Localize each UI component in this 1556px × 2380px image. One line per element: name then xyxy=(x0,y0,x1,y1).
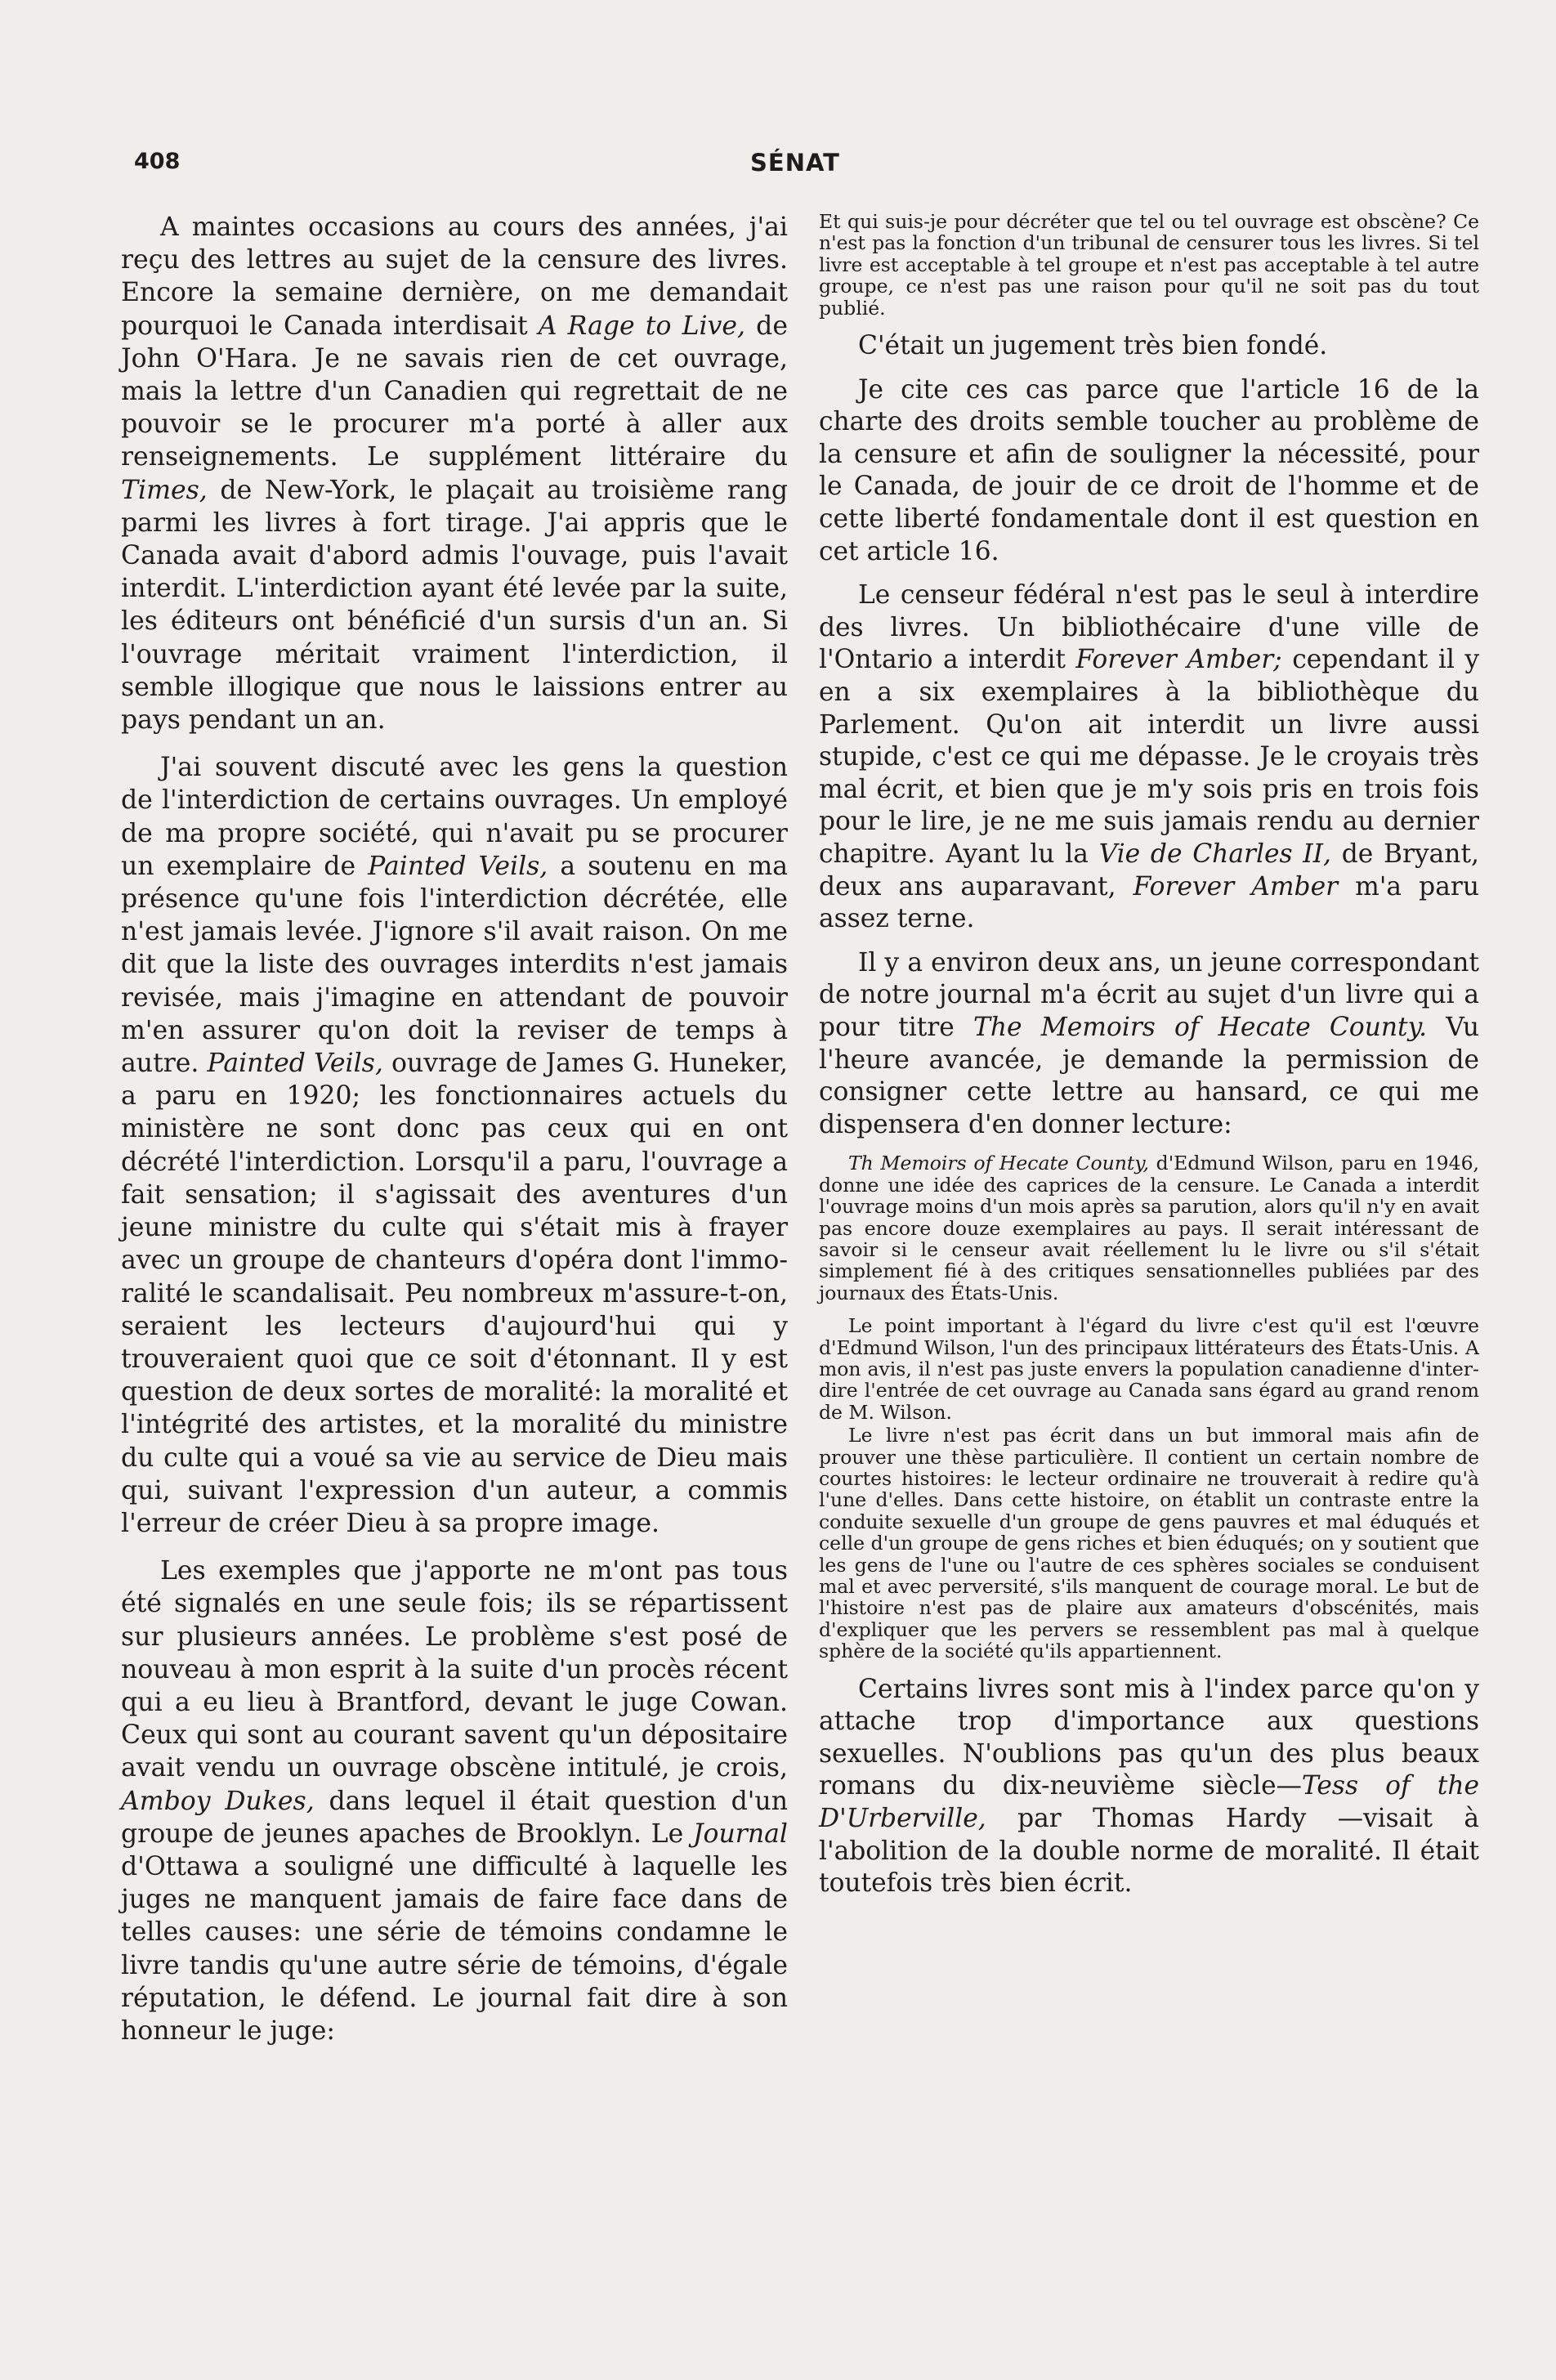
paragraph: Il y a environ deux ans, un jeune correspondant de notre journal m'a écrit au sujet d'un livre qui a pour titre The Memoirs of Hecate County. Vu l'heure avancée, je demande la permission de consigner cette lettre au hansard, ce qui me dispensera d'en donner lecture: xyxy=(819,947,1479,1139)
quoted-passage: Le point important à l'égard du livre c'est qu'il est l'œuvre d'Edmund Wilson, l'un des principaux littérateurs des États-Unis. A mon avis, il n'est pas juste envers la population canadienne d'interdire l'entrée de cet ouvrage au Canada sans égard au grand renom de M. Wilson. xyxy=(819,1314,1479,1424)
paragraph: J'ai souvent discuté avec les gens la question de l'interdiction de certains ouvrages. Un employé de ma propre société, qui n'avait pu se procurer un exemplaire de Painted Veils, a soutenu en ma présence qu'une fois l'interdiction décrétée, elle n'est jamais levée. J'ignore s'il avait raison. On me dit que la liste des ouvrages interdits n'est jamais revisée, mais j'imagine en attendant de pouvoir m'en assurer qu'on doit la reviser de temps à autre. Painted Veils, ouvrage de James G. Huneker, a paru en 1920; les fonctionnaires actuels du ministère ne sont donc pas ceux qui en ont décrété l'interdiction. Lorsqu'il a paru, l'ouvrage a fait sensation; il s'agissait des aventures d'un jeune ministre du culte qui s'était mis à frayer avec un groupe de chanteurs d'opéra dont l'immoralité le scandalisait. Peu nombreux m'assure-t-on, seraient les lecteurs d'aujourd'hui qui y trouveraient quoi que ce soit d'étonnant. Il y est question de deux sortes de moralité: la moralité et l'intégrité des artistes, et la moralité du ministre du culte qui a voué sa vie au service de Dieu mais qui, suivant l'expression d'un auteur, a commis l'erreur de créer Dieu à sa propre image. xyxy=(121,753,788,1538)
paragraph: Le censeur fédéral n'est pas le seul à interdire des livres. Un bibliothécaire d'une ville de l'Ontario a interdit Forever Amber; cependant il y en a six exemplaires à la bibliothèque du Parlement. Qu'on ait interdit un livre aussi stupide, c'est ce qui me dépasse. Je le croyais très mal écrit, et bien que je m'y sois pris en trois fois pour le lire, je ne me suis jamais rendu au dernier chapitre. Ayant lu la Vie de Charles II, de Bryant, deux ans auparavant, Forever Amber m'a paru assez terne. xyxy=(819,580,1480,934)
quoted-passage: Th Memoirs of Hecate County, d'Edmund Wilson, paru en 1946, donne une idée des caprices de la censure. Le Canada a interdit l'ouvrage moins d'un mois après sa parution, alors qu'il n'y en avait pas encore douze exemplaires au pays. Il serait intéressant de savoir si le censeur avait réellement lu le livre ou s'il s'était simplement fié à des critiques sensationnelles publiées par des journaux des États-Unis. xyxy=(819,1152,1479,1304)
paragraph: Certains livres sont mis à l'index parce qu'on y attache trop d'importance aux questions sexuelles. N'oublions pas qu'un des plus beaux romans du dix-neuvième siècle—Tess of the D'Urberville, par Thomas Hardy —visait à l'abolition de la double norme de moralité. Il était toutefois très bien écrit. xyxy=(819,1674,1479,1899)
page-title: SÉNAT xyxy=(750,149,840,177)
quoted-passage: Et qui suis-je pour décréter que tel ou tel ouvrage est obscène? Ce n'est pas la fonction d'un tribunal de censurer tous les livres. Si tel livre est acceptable à tel groupe et n'est pas acceptable à tel autre groupe, ce n'est pas une raison pour qu'il ne soit pas du tout publié. xyxy=(819,210,1479,320)
left-column xyxy=(121,211,788,2062)
paragraph: A maintes occasions au cours des années, j'ai reçu des lettres au sujet de la censure des livres. Encore la semaine dernière, on me demandait pourquoi le Canada interdisait A Rage to Live, de John O'Hara. Je ne savais rien de cet ouvrage, mais la lettre d'un Canadien qui regrettait de ne pouvoir se le procurer m'a porté à aller aux renseignements. Le supplément littéraire du Times, de New-York, le plaçait au troisième rang parmi les livres à fort tirage. J'ai appris que le Canada avait d'abord admis l'ouvage, puis l'avait interdit. L'interdiction ayant été levée par la suite, les éditeurs ont bénéficié d'un sursis d'un an. Si l'ouvrage méritait vraiment l'interdiction, il semble illogique que nous le laissions entrer au pays pendant un an. xyxy=(121,212,788,736)
paragraph: Je cite ces cas parce que l'article 16 de la charte des droits semble toucher au problème de la censure et afin de souligner la nécessité, pour le Canada, de jouir de ce droit de l'homme et de cette liberté fondamentale dont il est question en cet article 16. xyxy=(819,374,1479,566)
paragraph: Les exemples que j'apporte ne m'ont pas tous été signalés en une seule fois; ils se répartissent sur plusieurs années. Le problème s'est posé de nouveau à mon esprit à la suite d'un procès récent qui a eu lieu à Brantford, devant le juge Cowan. Ceux qui sont au courant savent qu'un dépositaire avait vendu un ouvrage obscène intitulé, je crois, Amboy Dukes, dans lequel il était question d'un groupe de jeunes apaches de Brooklyn. Le Journal d'Ottawa a souligné une difficulté à laquelle les juges ne manquent jamais de faire face dans de telles causes: une série de témoins condamne le livre tandis qu'une autre série de témoins, d'égale réputation, le défend. Le journal fait dire à son honneur le juge: xyxy=(121,1556,788,2046)
page-number: 408 xyxy=(134,149,181,174)
paragraph: C'était un jugement très bien fondé. xyxy=(858,331,1328,361)
right-column xyxy=(819,211,1479,1912)
quoted-passage: Le livre n'est pas écrit dans un but immoral mais afin de prouver une thèse particulière. Il contient un certain nombre de courtes histoires: le lecteur ordinaire ne trouverait à redire qu'à l'une d'elles. Dans cette histoire, on établit un contraste entre la conduite sexuelle d'un groupe de gens pauvres et mal éduqués et celle d'un groupe de gens riches et bien éduqués; on y soutient que les gens de l'une ou l'autre de ces sphères sociales se conduisent mal et avec perversité, s'ils manquent de courage moral. Le but de l'histoire n'est pas de plaire aux amateurs d'obscénités, mais d'expliquer que les pervers se ressemblent pas mal à quelque sphère de la société qu'ils appartiennent. xyxy=(819,1424,1479,1663)
